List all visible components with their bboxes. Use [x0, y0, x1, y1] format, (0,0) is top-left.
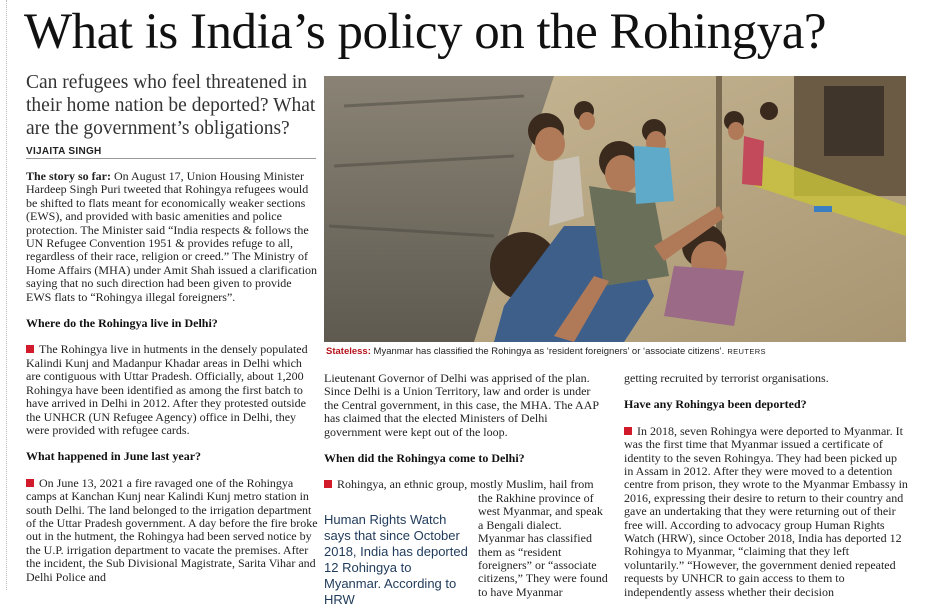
- continued-paragraph: getting recruited by terrorist organisations.: [624, 371, 829, 385]
- headline: What is India’s policy on the Rohingya?: [24, 4, 827, 60]
- lead-paragraph: [26, 170, 318, 304]
- answer-paragraph-continued: the Rakhine province of west Myanmar, and speak a Bengali dialect. Myanmar has classified them as “resident foreigners” or “associate citizens,” They were found to have Myanmar: [478, 491, 608, 599]
- red-square-bullet-icon: [26, 345, 34, 353]
- answer-paragraph: The Rohingya live in hutments in the densely populated Kalindi Kunj and Madanpur Khadar areas in Delhi which are contiguous with Uttar Pradesh. Officially, about 1,200 Rohingya have been identified as among the first batch to have arrived in Delhi in 2012. After they protested outside the UNHCR (UN Refugee Agency) office in Delhi, they were provided with refugee cards.: [26, 342, 308, 437]
- byline: VIJAITA SINGH: [26, 146, 102, 157]
- red-square-bullet-icon: [324, 480, 332, 488]
- page-gutter-rule: [6, 0, 7, 590]
- article-column-1: [26, 170, 318, 597]
- answer-paragraph: Rohingya, an ethnic group, mostly Muslim, hail from: [324, 478, 604, 491]
- article-column-2: [324, 372, 604, 492]
- answer-paragraph: On June 13, 2021 a fire ravaged one of the Rohingya camps at Kanchan Kunj near Kalindi Kunj metro station in south Delhi. The land belonged to the irrigation department of the Uttar Pradesh government. A day before the fire broke out in the hutment, the Rohingya had been served notice by the U.P. irrigation department to vacate the premises. After the incident, the Sub Divisional Magistrate, Sarita Vihar and Delhi Police and: [26, 475, 318, 584]
- children-in-refugee-camp-photo: [324, 76, 906, 342]
- photo-credit: REUTERS: [727, 347, 766, 356]
- question-heading: When did the Rohingya come to Delhi?: [324, 451, 525, 466]
- question-heading: What happened in June last year?: [26, 449, 202, 464]
- lead-label: The story so far:: [26, 169, 111, 183]
- photo-caption: [326, 346, 908, 357]
- lead-text: On August 17, Union Housing Minister Hardeep Singh Puri tweeted that Rohingya refugees would be shifted to flats meant for economically weaker sections (EWS), and provided with basic amenities and police protection. The Minister said “India respects & follows the UN Refugee Convention 1951 & provides refuge to all, regardless of their race, religion or creed.” The Ministry of Home Affairs (MHA) under Amit Shah issued a clarification saying that no such direction had been given to provide EWS flats to “Rohingya illegal foreigners”.: [26, 169, 318, 304]
- red-square-bullet-icon: [624, 427, 632, 435]
- caption-label: Stateless:: [326, 346, 371, 357]
- answer-paragraph: In 2018, seven Rohingya were deported to Myanmar. It was the first time that Myanmar issued a certificate of identity to the seven Rohingya. They had been picked up in Assam in 2012. After they were moved to a detention centre from prison, they wrote to the Myanmar Embassy in 2016, expressing their desire to return to their country and gave an undertaking that they were returning out of their free will. According to advocacy group Human Rights Watch (HRW), since October 2018, India has deported 12 Rohingya to Myanmar, “claiming that they left voluntarily.” “However, the government denied repeated requests by UNHCR to gain access to them to independently assess whether their decision: [624, 423, 908, 599]
- article-column-3: [624, 372, 908, 612]
- question-heading: Where do the Rohingya live in Delhi?: [26, 316, 218, 331]
- article-photo: [324, 76, 906, 342]
- article-column-2-wrap: [478, 492, 608, 612]
- pull-quote: Human Rights Watch says that since October 2018, India has deported 12 Rohingya to Myanmar. According to HRW: [324, 512, 468, 607]
- byline-divider: [26, 158, 316, 159]
- red-square-bullet-icon: [26, 479, 34, 487]
- deck-subheading: Can refugees who feel threatened in their home nation be deported? What are the government’s obligations?: [26, 72, 316, 139]
- continued-paragraph: Lieutenant Governor of Delhi was apprised of the plan. Since Delhi is a Union Territory, law and order is under the Central government, in this case, the MHA. The AAP has claimed that the elected Ministers of Delhi government were kept out of the loop.: [324, 371, 599, 439]
- question-heading: Have any Rohingya been deported?: [624, 397, 807, 412]
- caption-text: Myanmar has classified the Rohingya as ‘resident foreigners’ or ‘associate citizens’.: [370, 346, 725, 357]
